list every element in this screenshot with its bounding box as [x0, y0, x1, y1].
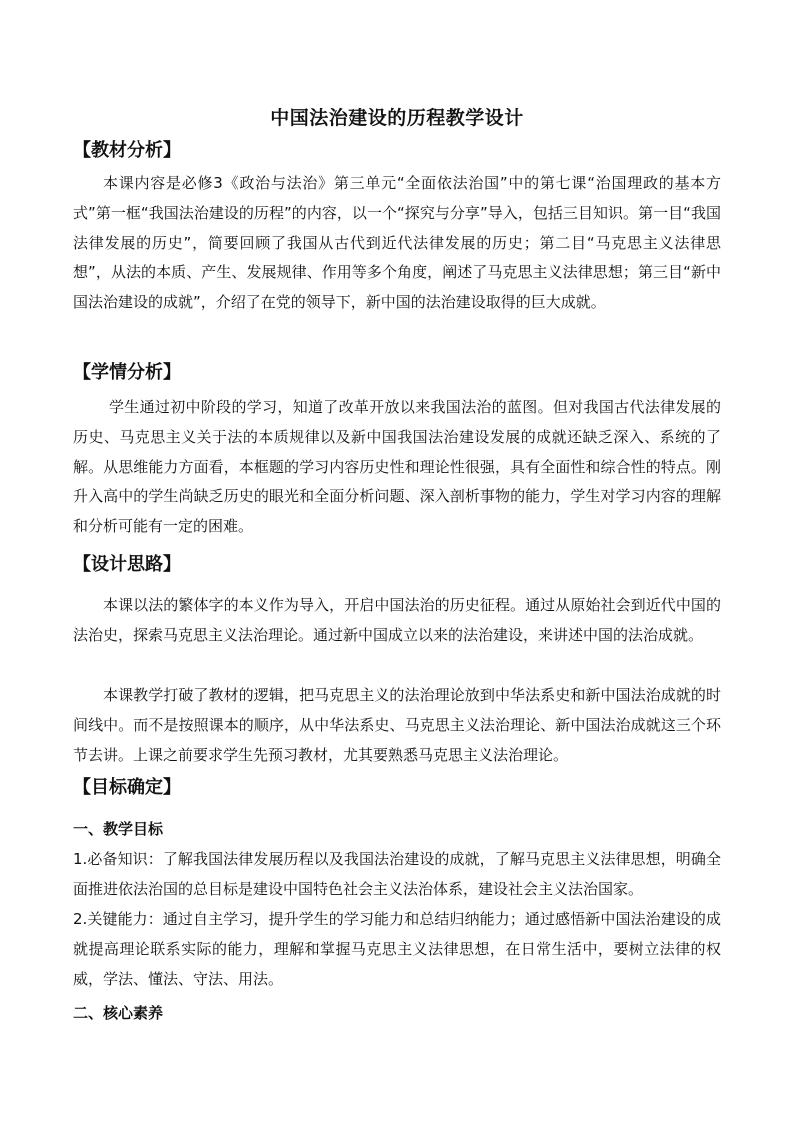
paragraph-textbook-analysis: 本课内容是必修3《政治与法治》第三单元“全面依法治国”中的第七课“治国理政的基本方式”第一框“我国法治建设的历程”的内容，以一个“探究与分享”导入，包括三目知识。第一目“我国法律发展的历史”，简要回顾了我国从古代到近代法律发展的历史；第二目“马克思主义法律思想”，从法的本质、产生、发展规律、作用等多个角度，阐述了马克思主义法律思想；第三目“新中国法治建设的成就”，介绍了在党的领导下，新中国的法治建设取得的巨大成就。	[73, 174, 721, 312]
paragraph-design-idea-2: 本课教学打破了教材的逻辑，把马克思主义的法治理论放到中华法系史和新中国法治成就的时间线中。而不是按照课本的顺序，从中华法系史、马克思主义法治理论、新中国法治成就这三个环节去讲。上课之前要求学生先预习教材，尤其要熟悉马克思主义法治理论。	[73, 686, 721, 764]
heading-student-analysis: 【学情分析】	[73, 362, 181, 383]
subheading-core-literacy: 二、核心素养	[73, 1004, 164, 1022]
heading-goal-setting: 【目标确定】	[73, 777, 181, 798]
paragraph-student-analysis: 学生通过初中阶段的学习，知道了改革开放以来我国法治的蓝图。但对我国古代法律发展的历史、马克思主义关于法的本质规律以及新中国我国法治建设发展的成就还缺乏深入、系统的了解。从思维能力方面看，本框题的学习内容历史性和理论性很强，具有全面性和综合性的特点。刚升入高中的学生尚缺乏历史的眼光和全面分析问题、深入剖析事物的能力，学生对学习内容的理解和分析可能有一定的困难。	[73, 398, 721, 536]
heading-textbook-analysis: 【教材分析】	[73, 140, 181, 161]
paragraph-design-idea-1: 本课以法的繁体字的本义作为导入，开启中国法治的历史征程。通过从原始社会到近代中国的法治史，探索马克思主义法治理论。通过新中国成立以来的法治建设，来讲述中国的法治成就。	[73, 596, 721, 644]
page-title: 中国法治建设的历程教学设计	[270, 107, 524, 129]
heading-design-idea: 【设计思路】	[73, 554, 181, 575]
subheading-teaching-goals: 一、教学目标	[73, 820, 164, 838]
goal-item-ability: 2.关键能力：通过自主学习，提升学生的学习能力和总结归纳能力；通过感悟新中国法治建设的成就提高理论联系实际的能力，理解和掌握马克思主义法律思想，在日常生活中，要树立法律的权威，学法、懂法、守法、用法。	[73, 910, 721, 988]
goal-item-knowledge: 1.必备知识：了解我国法律发展历程以及我国法治建设的成就，了解马克思主义法律思想，明确全面推进依法治国的总目标是建设中国特色社会主义法治体系，建设社会主义法治国家。	[73, 850, 721, 898]
